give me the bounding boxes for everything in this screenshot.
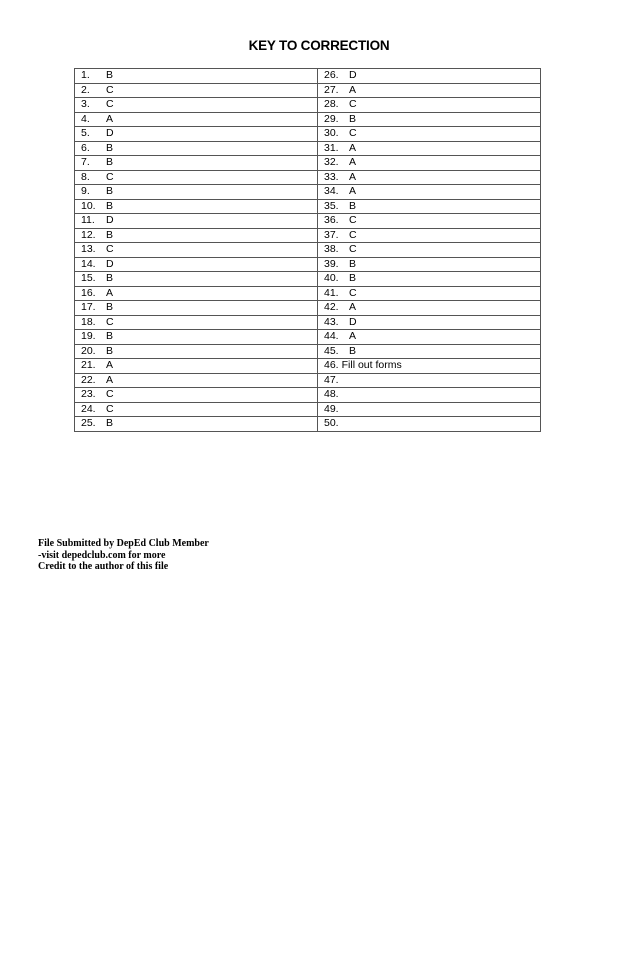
item-answer: B: [106, 417, 114, 429]
answer-cell-right: [318, 98, 541, 113]
answer-cell-left: [75, 156, 318, 171]
table-row: [75, 214, 541, 229]
item-number: 29.: [324, 112, 339, 125]
answer-cell-left: [75, 83, 318, 98]
table-row: [75, 98, 541, 113]
item-number: 7.: [81, 156, 90, 168]
item-answer: B: [106, 344, 114, 357]
answer-cell-left: [75, 127, 318, 142]
item-answer: B: [106, 330, 114, 342]
table-row: [75, 272, 541, 287]
item-answer: A: [349, 185, 357, 197]
answer-cell-left: [75, 243, 318, 258]
answer-cell-right: [318, 286, 541, 301]
table-row: [75, 330, 541, 345]
item-number: 12.: [81, 228, 96, 241]
answer-cell-right: [318, 243, 541, 258]
table-row: [75, 185, 541, 200]
item-number: 44.: [324, 330, 339, 342]
item-answer: A: [349, 83, 357, 96]
answer-cell-right: [318, 185, 541, 200]
answer-cell-right: [318, 112, 541, 127]
item-answer: B: [106, 272, 114, 284]
item-number: 32.: [324, 156, 339, 168]
item-answer: B: [106, 185, 114, 197]
table-row: [75, 156, 541, 171]
answer-cell-left: [75, 330, 318, 345]
item-number: 23.: [81, 388, 96, 400]
item-answer: B: [349, 272, 357, 284]
item-number: 43.: [324, 315, 339, 328]
item-answer: A: [349, 301, 357, 313]
footer-line-submitted: File Submitted by DepEd Club Member: [38, 538, 209, 549]
answer-cell-right: [318, 301, 541, 316]
table-row: [75, 199, 541, 214]
footer-note: [38, 538, 209, 573]
item-number: 33.: [324, 170, 339, 183]
answer-cell-left: [75, 272, 318, 287]
item-answer: A: [106, 112, 114, 125]
answer-cell-left: [75, 388, 318, 403]
item-number: 35.: [324, 199, 339, 212]
item-answer: C: [106, 243, 114, 255]
table-row: [75, 402, 541, 417]
item-answer: A: [349, 170, 357, 183]
item-answer: B: [349, 199, 357, 212]
item-answer: C: [349, 98, 357, 110]
item-number: 26.: [324, 69, 339, 81]
item-answer: C: [106, 388, 114, 400]
page-title: KEY TO CORRECTION: [248, 38, 390, 53]
table-row: [75, 286, 541, 301]
answer-cell-right: [318, 83, 541, 98]
item-number: 34.: [324, 185, 339, 197]
item-answer: C: [349, 214, 357, 226]
item-number: 15.: [81, 272, 96, 284]
footer-line-visit: -visit depedclub.com for more: [38, 549, 166, 561]
item-number: 3.: [81, 98, 90, 110]
item-number: 36.: [324, 214, 339, 226]
table-row: [75, 344, 541, 359]
answer-cell-left: [75, 402, 318, 417]
item-number: 5.: [81, 127, 90, 139]
item-number: 20.: [81, 344, 96, 357]
table-row: [75, 257, 541, 272]
item-answer: C: [106, 315, 114, 328]
item-answer: D: [106, 127, 114, 139]
answer-cell-left: [75, 112, 318, 127]
answer-cell-left: [75, 141, 318, 156]
table-row: [75, 359, 541, 374]
answer-cell-left: [75, 98, 318, 113]
item-number: 4.: [81, 112, 90, 125]
answer-cell-right: [318, 272, 541, 287]
item-answer: D: [349, 69, 357, 81]
item-answer: C: [349, 243, 357, 255]
answer-cell-left: [75, 214, 318, 229]
answer-cell-left: [75, 373, 318, 388]
item-number: 25.: [81, 417, 96, 429]
item-number: 47.: [324, 373, 339, 386]
item-answer: C: [106, 402, 114, 415]
item-number: 37.: [324, 228, 339, 241]
table-row: [75, 127, 541, 142]
item-answer: C: [349, 286, 357, 299]
answer-cell-right: [318, 373, 541, 388]
item-answer: B: [106, 301, 114, 313]
item-answer: D: [349, 315, 357, 328]
item-number: 16.: [81, 286, 96, 299]
item-number: 21.: [81, 359, 96, 371]
answer-cell-right: [318, 141, 541, 156]
table-row: [75, 228, 541, 243]
table-row: [75, 315, 541, 330]
answer-cell-left: [75, 69, 318, 84]
item-number: 11.: [81, 214, 95, 226]
table-row: [75, 373, 541, 388]
table-row: [75, 301, 541, 316]
item-answer: B: [106, 69, 114, 81]
item-answer: A: [106, 359, 114, 371]
item-number: 6.: [81, 141, 90, 154]
item-answer: A: [349, 330, 357, 342]
item-number: 10.: [81, 199, 96, 212]
answer-cell-right: [318, 69, 541, 84]
item-answer: A: [349, 141, 357, 154]
item-number: 46.: [324, 359, 339, 371]
answer-cell-right: [318, 170, 541, 185]
item-number: 18.: [81, 315, 96, 328]
item-number: 31.: [324, 141, 339, 154]
answer-cell-left: [75, 417, 318, 432]
item-number: 2.: [81, 83, 90, 96]
item-number: 27.: [324, 83, 339, 96]
answer-cell-right: [318, 417, 541, 432]
item-answer: B: [349, 257, 357, 270]
item-answer: D: [106, 214, 114, 226]
table-row: [75, 243, 541, 258]
item-number: 19.: [81, 330, 96, 342]
item-answer: C: [106, 83, 114, 96]
item-answer: C: [106, 98, 114, 110]
answer-cell-left: [75, 257, 318, 272]
item-answer: A: [106, 373, 114, 386]
answer-cell-right: [318, 127, 541, 142]
answer-cell-left: [75, 315, 318, 330]
footer-line-credit: Credit to the author of this file: [38, 561, 169, 572]
item-number: 48.: [324, 388, 339, 400]
item-answer: A: [349, 156, 357, 168]
answer-cell-left: [75, 359, 318, 374]
table-row: [75, 388, 541, 403]
answer-cell-right: [318, 257, 541, 272]
answer-cell-right: [318, 199, 541, 214]
item-number: 42.: [324, 301, 339, 313]
table-row: [75, 417, 541, 432]
table-row: [75, 170, 541, 185]
answer-cell-right: [318, 359, 541, 374]
table-row: [75, 83, 541, 98]
item-number: 50.: [324, 417, 339, 429]
item-answer: B: [106, 156, 114, 168]
item-answer: D: [106, 257, 114, 270]
answer-cell-right: [318, 228, 541, 243]
item-number: 28.: [324, 98, 339, 110]
item-number: 14.: [81, 257, 96, 270]
item-answer: B: [106, 199, 114, 212]
answer-cell-left: [75, 344, 318, 359]
item-answer: B: [349, 344, 357, 357]
answer-cell-right: [318, 388, 541, 403]
answer-cell-left: [75, 301, 318, 316]
item-number: 45.: [324, 344, 339, 357]
item-number: 22.: [81, 373, 96, 386]
item-answer: C: [106, 170, 114, 183]
table-row: [75, 112, 541, 127]
item-answer: Fill out forms: [341, 359, 402, 371]
item-answer: B: [106, 228, 114, 241]
answer-cell-left: [75, 185, 318, 200]
answer-cell-right: [318, 156, 541, 171]
item-number: 1.: [81, 69, 90, 81]
item-number: 39.: [324, 257, 339, 270]
answer-cell-right: [318, 330, 541, 345]
answer-cell-right: [318, 214, 541, 229]
answer-cell-right: [318, 315, 541, 330]
item-number: 13.: [81, 243, 96, 255]
item-answer: B: [106, 141, 114, 154]
item-number: 38.: [324, 243, 339, 255]
item-answer: B: [349, 112, 357, 125]
item-number: 40.: [324, 272, 339, 284]
item-number: 9.: [81, 185, 90, 197]
item-number: 49.: [324, 402, 339, 415]
item-number: 41.: [324, 286, 339, 299]
item-number: 17.: [81, 301, 96, 313]
answer-cell-right: [318, 344, 541, 359]
answer-cell-right: [318, 402, 541, 417]
answer-cell-left: [75, 286, 318, 301]
item-number: 30.: [324, 127, 339, 139]
item-answer: C: [349, 228, 357, 241]
item-answer: A: [106, 286, 114, 299]
item-answer: C: [349, 127, 357, 139]
answer-key-table: [74, 68, 541, 432]
table-row: [75, 69, 541, 84]
table-row: [75, 141, 541, 156]
item-number: 24.: [81, 402, 96, 415]
answer-cell-left: [75, 199, 318, 214]
answer-cell-left: [75, 228, 318, 243]
answer-cell-left: [75, 170, 318, 185]
item-number: 8.: [81, 170, 90, 183]
